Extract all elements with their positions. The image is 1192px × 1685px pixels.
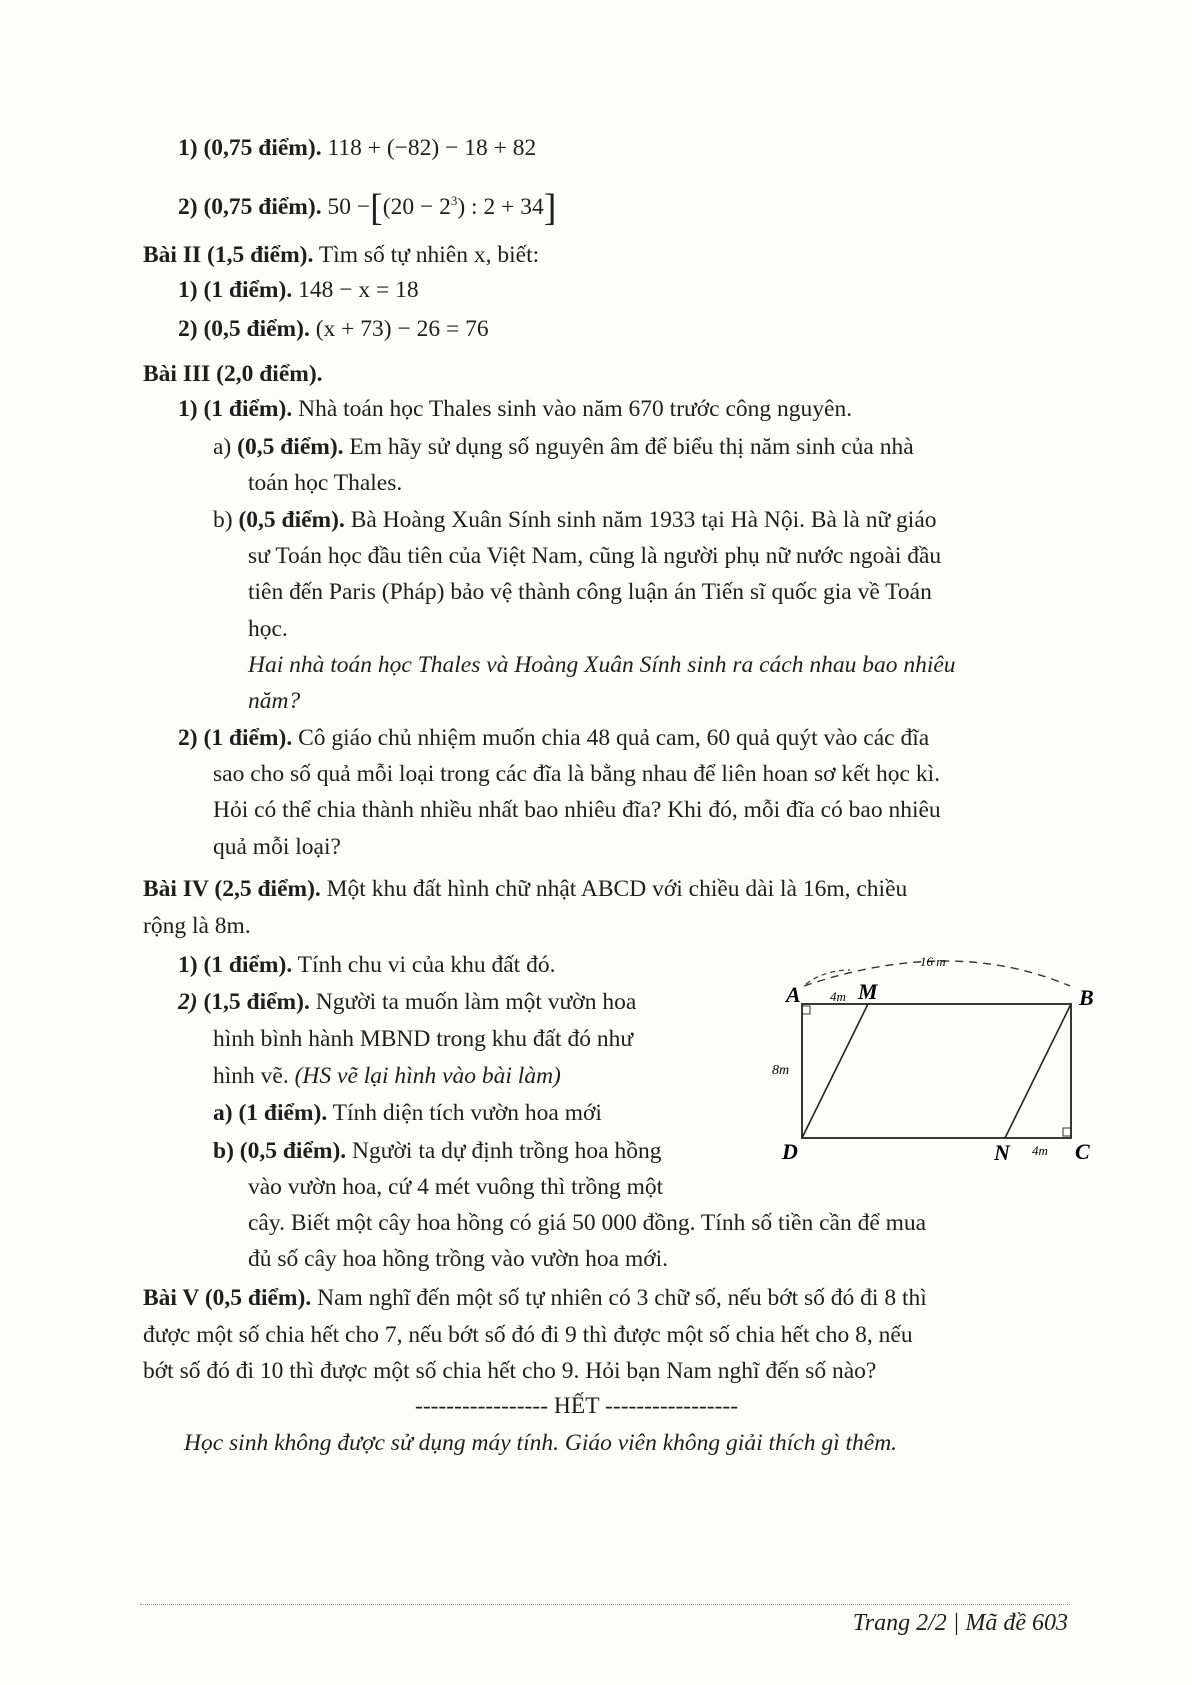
bai4-b-text3: cây. Biết một cây hoa hồng có giá 50 000 đồng. Tính số tiền cần để mua — [248, 1210, 927, 1236]
bai3-q2-label: 2) (1 điểm). — [178, 725, 293, 751]
page-footer: Trang 2/2 | Mã đề 603 — [852, 1610, 1068, 1636]
bai2-q1-expr: 148 − x = 18 — [298, 277, 419, 303]
bai3-b-text4: học. — [248, 616, 288, 642]
rectangle-abcd — [802, 1004, 1071, 1138]
part1-q1 — [178, 133, 536, 163]
label-nc-length: 4m — [1032, 1143, 1048, 1158]
bracket-close: ] — [543, 187, 557, 229]
bai3-q1-label: 1) (1 điểm). — [178, 396, 293, 422]
bai4-q2-text1: Người ta muốn làm một vườn hoa — [309, 989, 637, 1015]
bai5-line1 — [143, 1283, 927, 1313]
bai3-q2-text4: quả mỗi loại? — [213, 834, 341, 860]
bai5-title: Bài V (0,5 điểm). — [143, 1285, 312, 1311]
bai5-text3: bớt số đó đi 10 thì được một số chia hết cho 9. Hỏi bạn Nam nghĩ đến số nào? — [143, 1358, 877, 1384]
bai4-b-text4: đủ số cây hoa hồng trồng vào vườn hoa mới. — [248, 1246, 669, 1272]
bai5-text2: được một số chia hết cho 7, nếu bớt số đó đi 9 thì được một số chia hết cho 8, nếu — [143, 1322, 913, 1348]
bai4-q2-line1 — [178, 987, 636, 1017]
bai4-a-text: Tính diện tích vườn hoa mới — [327, 1100, 602, 1126]
bai4-b-label: b) (0,5 điểm). — [213, 1138, 347, 1164]
part1-q1-expr: 118 + (−82) − 18 + 82 — [327, 135, 537, 161]
am-length-dimension — [806, 970, 850, 984]
bracket-open: [ — [370, 187, 383, 229]
end-mark: ----------------- HẾT ----------------- — [415, 1393, 739, 1419]
bai2-q1-label: 1) (1 điểm). — [178, 277, 293, 303]
label-top-length: 16 m — [920, 954, 946, 969]
label-c: C — [1075, 1139, 1090, 1164]
exam-note: Học sinh không được sử dụng máy tính. Giáo viên không giải thích gì thêm. — [184, 1430, 898, 1456]
bai3-q2-text1: Cô giáo chủ nhiệm muốn chia 48 quả cam, 60 quả quýt vào các đĩa — [292, 725, 930, 751]
bai3-q2-text3: Hỏi có thể chia thành nhiều nhất bao nhiêu đĩa? Khi đó, mỗi đĩa có bao nhiêu — [213, 797, 941, 823]
right-angle-mark-a — [802, 1006, 810, 1014]
bai4-q2-text3: hình vẽ. — [213, 1063, 295, 1089]
bai4-q1-text: Tính chu vi của khu đất đó. — [292, 952, 556, 978]
bai3-b-text1: Bà Hoàng Xuân Sính sinh năm 1933 tại Hà Nội. Bà là nữ giáo — [344, 507, 937, 533]
label-m: M — [858, 979, 878, 1004]
bai3-b-text2: sư Toán học đầu tiên của Việt Nam, cũng là người phụ nữ nước ngoài đầu — [248, 543, 942, 569]
bai2-heading — [143, 240, 539, 270]
bai4-line1 — [143, 874, 907, 904]
bai2-intro: Tìm số tự nhiên x, biết: — [313, 242, 540, 268]
bai4-q2-note: (HS vẽ lại hình vào bài làm) — [294, 1063, 561, 1089]
segment-bn — [1005, 1004, 1071, 1138]
bai3-a-text1: Em hãy sử dụng số nguyên âm để biểu thị năm sinh của nhà — [343, 434, 914, 460]
bai3-title: Bài III (2,0 điểm). — [143, 361, 323, 387]
footer-divider — [140, 1604, 1070, 1605]
bai3-q2-text2: sao cho số quả mỗi loại trong các đĩa là bằng nhau để liên hoan sơ kết học kì. — [213, 761, 941, 787]
parallelogram-figure — [770, 948, 1094, 1168]
part1-q2-label: 2) (0,75 điểm). — [178, 194, 322, 220]
bai2-title: Bài II (1,5 điểm). — [143, 242, 314, 268]
bai3-b-points: (0,5 điểm). — [238, 507, 345, 533]
bai3-b-line1 — [213, 505, 937, 535]
bai3-b-question2: năm? — [248, 688, 301, 714]
bai2-q2 — [178, 314, 489, 344]
label-b: B — [1079, 985, 1094, 1010]
bai4-q2-line3 — [213, 1061, 561, 1091]
bai3-a-text2: toán học Thales. — [248, 470, 403, 496]
part1-q2-exponent: 3 — [450, 193, 458, 208]
bai3-a-line1 — [213, 432, 914, 462]
label-am-length: 4m — [830, 989, 846, 1004]
bai3-b-question1: Hai nhà toán học Thales và Hoàng Xuân Sính sinh ra cách nhau bao nhiêu — [248, 652, 956, 678]
bai2-q2-label: 2) (0,5 điểm). — [178, 316, 310, 342]
bai3-q2-line1 — [178, 723, 929, 753]
bai4-q2-points: (1,5 điểm). — [197, 989, 310, 1015]
part1-q2-pre: 50 − — [327, 194, 371, 220]
label-a: A — [786, 982, 801, 1007]
bai4-title: Bài IV (2,5 điểm). — [143, 876, 321, 902]
part1-q2-inner-a: (20 − 2 — [382, 194, 451, 220]
bai4-a-label: a) (1 điểm). — [213, 1100, 328, 1126]
bai3-a-label: a) — [213, 434, 238, 460]
bai4-a — [213, 1098, 602, 1128]
label-d: D — [782, 1139, 798, 1164]
bai3-b-label: b) — [213, 507, 239, 533]
bai3-q1-text: Nhà toán học Thales sinh vào năm 670 trước công nguyên. — [292, 396, 853, 422]
bai4-text1: Một khu đất hình chữ nhật ABCD với chiều dài là 16m, chiều — [320, 876, 908, 902]
bai4-b-text1: Người ta dự định trồng hoa hồng — [346, 1138, 662, 1164]
bai4-b-line1 — [213, 1136, 661, 1166]
bai3-a-points: (0,5 điểm). — [237, 434, 344, 460]
part1-q1-label: 1) (0,75 điểm). — [178, 135, 322, 161]
right-angle-mark-c — [1063, 1128, 1071, 1136]
bai4-q2-number: 2) — [178, 989, 198, 1015]
bai3-q1 — [178, 394, 852, 424]
part1-q2 — [178, 186, 557, 229]
part1-q2-inner-b: ) : 2 + 34 — [457, 194, 544, 220]
bai4-q1-label: 1) (1 điểm). — [178, 952, 293, 978]
label-n: N — [994, 1140, 1010, 1165]
bai2-q2-expr: (x + 73) − 26 = 76 — [315, 316, 489, 342]
bai4-q2-text2: hình bình hành MBND trong khu đất đó như — [213, 1026, 634, 1052]
bai2-q1 — [178, 275, 419, 305]
bai4-b-text2: vào vườn hoa, cứ 4 mét vuông thì trồng một — [248, 1174, 664, 1200]
bai4-q1 — [178, 950, 555, 980]
bai3-b-text3: tiên đến Paris (Pháp) bảo vệ thành công luận án Tiến sĩ quốc gia về Toán — [248, 579, 932, 605]
label-side-length: 8m — [772, 1063, 790, 1078]
segment-md — [802, 1004, 868, 1138]
bai5-text1: Nam nghĩ đến một số tự nhiên có 3 chữ số, nếu bớt số đó đi 8 thì — [311, 1285, 927, 1311]
bai4-text2: rộng là 8m. — [143, 913, 251, 939]
